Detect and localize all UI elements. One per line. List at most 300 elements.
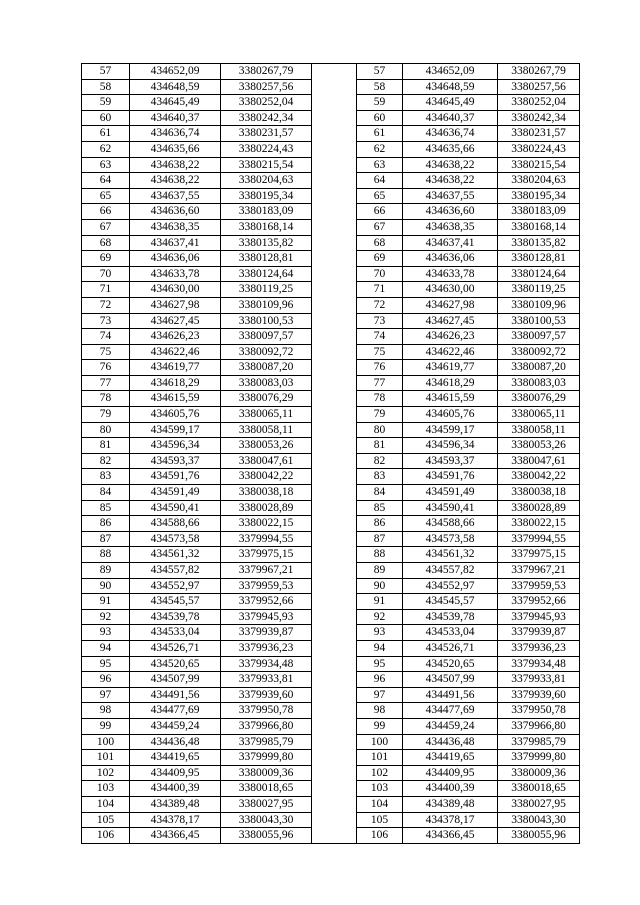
table-row (82, 718, 580, 734)
left-point-number-cell: 72 (82, 297, 130, 313)
right-y-coordinate-cell: 3380119,25 (498, 282, 580, 298)
left-x-coordinate-cell: 434366,45 (130, 828, 221, 844)
right-x-coordinate-cell: 434615,59 (403, 391, 498, 407)
table-row (82, 578, 580, 594)
left-point-number-cell: 82 (82, 453, 130, 469)
table-row (82, 329, 580, 345)
table-row (82, 796, 580, 812)
left-x-coordinate-cell: 434520,65 (130, 656, 221, 672)
left-x-coordinate-cell: 434573,58 (130, 531, 221, 547)
right-x-coordinate-cell: 434636,74 (403, 126, 498, 142)
right-point-number-cell: 97 (357, 687, 403, 703)
left-y-coordinate-cell: 3380009,36 (221, 765, 312, 781)
left-x-coordinate-cell: 434591,49 (130, 485, 221, 501)
right-x-coordinate-cell: 434545,57 (403, 594, 498, 610)
left-y-coordinate-cell: 3379994,55 (221, 531, 312, 547)
left-point-number-cell: 65 (82, 188, 130, 204)
left-y-coordinate-cell: 3379939,60 (221, 687, 312, 703)
left-y-coordinate-cell: 3380018,65 (221, 781, 312, 797)
left-x-coordinate-cell: 434591,76 (130, 469, 221, 485)
column-gap (312, 687, 357, 703)
left-y-coordinate-cell: 3380267,79 (221, 64, 312, 80)
column-gap (312, 609, 357, 625)
column-gap (312, 407, 357, 423)
right-x-coordinate-cell: 434588,66 (403, 516, 498, 532)
table-row (82, 640, 580, 656)
right-x-coordinate-cell: 434491,56 (403, 687, 498, 703)
right-y-coordinate-cell: 3380257,56 (498, 79, 580, 95)
column-gap (312, 438, 357, 454)
left-x-coordinate-cell: 434636,60 (130, 204, 221, 220)
left-point-number-cell: 87 (82, 531, 130, 547)
left-y-coordinate-cell: 3380100,53 (221, 313, 312, 329)
left-x-coordinate-cell: 434477,69 (130, 703, 221, 719)
right-x-coordinate-cell: 434477,69 (403, 703, 498, 719)
right-point-number-cell: 58 (357, 79, 403, 95)
right-point-number-cell: 68 (357, 235, 403, 251)
right-point-number-cell: 62 (357, 141, 403, 157)
right-y-coordinate-cell: 3380252,04 (498, 95, 580, 111)
column-gap (312, 485, 357, 501)
right-point-number-cell: 103 (357, 781, 403, 797)
right-x-coordinate-cell: 434619,77 (403, 360, 498, 376)
right-point-number-cell: 57 (357, 64, 403, 80)
left-y-coordinate-cell: 3380028,89 (221, 500, 312, 516)
left-point-number-cell: 89 (82, 563, 130, 579)
right-x-coordinate-cell: 434605,76 (403, 407, 498, 423)
column-gap (312, 422, 357, 438)
column-gap (312, 79, 357, 95)
table-row (82, 141, 580, 157)
right-x-coordinate-cell: 434627,98 (403, 297, 498, 313)
left-y-coordinate-cell: 3380128,81 (221, 251, 312, 267)
right-y-coordinate-cell: 3379967,21 (498, 563, 580, 579)
right-x-coordinate-cell: 434638,22 (403, 157, 498, 173)
left-y-coordinate-cell: 3379950,78 (221, 703, 312, 719)
left-y-coordinate-cell: 3380242,34 (221, 110, 312, 126)
right-point-number-cell: 95 (357, 656, 403, 672)
right-y-coordinate-cell: 3379945,93 (498, 609, 580, 625)
right-point-number-cell: 100 (357, 734, 403, 750)
left-x-coordinate-cell: 434593,37 (130, 453, 221, 469)
right-y-coordinate-cell: 3380092,72 (498, 344, 580, 360)
column-gap (312, 375, 357, 391)
left-x-coordinate-cell: 434539,78 (130, 609, 221, 625)
right-point-number-cell: 89 (357, 563, 403, 579)
left-point-number-cell: 106 (82, 828, 130, 844)
right-y-coordinate-cell: 3380195,34 (498, 188, 580, 204)
left-y-coordinate-cell: 3380097,57 (221, 329, 312, 345)
table-row (82, 625, 580, 641)
right-y-coordinate-cell: 3380204,63 (498, 173, 580, 189)
column-gap (312, 110, 357, 126)
left-y-coordinate-cell: 3380109,96 (221, 297, 312, 313)
left-point-number-cell: 58 (82, 79, 130, 95)
left-y-coordinate-cell: 3380055,96 (221, 828, 312, 844)
column-gap (312, 391, 357, 407)
right-point-number-cell: 67 (357, 219, 403, 235)
column-gap (312, 563, 357, 579)
right-x-coordinate-cell: 434573,58 (403, 531, 498, 547)
left-point-number-cell: 81 (82, 438, 130, 454)
right-x-coordinate-cell: 434652,09 (403, 64, 498, 80)
right-x-coordinate-cell: 434648,59 (403, 79, 498, 95)
left-x-coordinate-cell: 434633,78 (130, 266, 221, 282)
right-y-coordinate-cell: 3380215,54 (498, 157, 580, 173)
right-x-coordinate-cell: 434436,48 (403, 734, 498, 750)
table-row (82, 204, 580, 220)
right-x-coordinate-cell: 434459,24 (403, 718, 498, 734)
left-x-coordinate-cell: 434637,55 (130, 188, 221, 204)
right-x-coordinate-cell: 434590,41 (403, 500, 498, 516)
column-gap (312, 796, 357, 812)
column-gap (312, 297, 357, 313)
column-gap (312, 469, 357, 485)
table-row (82, 79, 580, 95)
left-y-coordinate-cell: 3380058,11 (221, 422, 312, 438)
right-point-number-cell: 94 (357, 640, 403, 656)
column-gap (312, 329, 357, 345)
left-point-number-cell: 70 (82, 266, 130, 282)
left-point-number-cell: 59 (82, 95, 130, 111)
left-x-coordinate-cell: 434636,74 (130, 126, 221, 142)
left-y-coordinate-cell: 3380083,03 (221, 375, 312, 391)
table-row (82, 251, 580, 267)
right-x-coordinate-cell: 434645,49 (403, 95, 498, 111)
right-x-coordinate-cell: 434638,35 (403, 219, 498, 235)
right-y-coordinate-cell: 3380124,64 (498, 266, 580, 282)
coordinates-table-body (82, 64, 580, 844)
right-point-number-cell: 87 (357, 531, 403, 547)
left-point-number-cell: 96 (82, 672, 130, 688)
table-row (82, 391, 580, 407)
left-point-number-cell: 75 (82, 344, 130, 360)
left-point-number-cell: 95 (82, 656, 130, 672)
right-x-coordinate-cell: 434640,37 (403, 110, 498, 126)
table-row (82, 297, 580, 313)
right-y-coordinate-cell: 3380135,82 (498, 235, 580, 251)
left-point-number-cell: 62 (82, 141, 130, 157)
right-y-coordinate-cell: 3380018,65 (498, 781, 580, 797)
coordinates-table (81, 63, 580, 844)
right-x-coordinate-cell: 434636,60 (403, 204, 498, 220)
left-point-number-cell: 92 (82, 609, 130, 625)
column-gap (312, 625, 357, 641)
column-gap (312, 173, 357, 189)
left-point-number-cell: 64 (82, 173, 130, 189)
right-point-number-cell: 69 (357, 251, 403, 267)
right-x-coordinate-cell: 434626,23 (403, 329, 498, 345)
right-point-number-cell: 72 (357, 297, 403, 313)
left-y-coordinate-cell: 3379966,80 (221, 718, 312, 734)
left-y-coordinate-cell: 3379985,79 (221, 734, 312, 750)
left-x-coordinate-cell: 434648,59 (130, 79, 221, 95)
left-y-coordinate-cell: 3379933,81 (221, 672, 312, 688)
right-x-coordinate-cell: 434591,76 (403, 469, 498, 485)
table-row (82, 750, 580, 766)
left-y-coordinate-cell: 3379945,93 (221, 609, 312, 625)
table-row (82, 781, 580, 797)
left-point-number-cell: 63 (82, 157, 130, 173)
right-y-coordinate-cell: 3380231,57 (498, 126, 580, 142)
right-y-coordinate-cell: 3380022,15 (498, 516, 580, 532)
left-y-coordinate-cell: 3379934,48 (221, 656, 312, 672)
left-y-coordinate-cell: 3380119,25 (221, 282, 312, 298)
left-y-coordinate-cell: 3379999,80 (221, 750, 312, 766)
left-x-coordinate-cell: 434400,39 (130, 781, 221, 797)
right-point-number-cell: 81 (357, 438, 403, 454)
left-x-coordinate-cell: 434622,46 (130, 344, 221, 360)
right-point-number-cell: 79 (357, 407, 403, 423)
right-point-number-cell: 101 (357, 750, 403, 766)
table-row (82, 672, 580, 688)
left-y-coordinate-cell: 3380215,54 (221, 157, 312, 173)
left-y-coordinate-cell: 3380124,64 (221, 266, 312, 282)
left-point-number-cell: 84 (82, 485, 130, 501)
left-point-number-cell: 67 (82, 219, 130, 235)
right-x-coordinate-cell: 434533,04 (403, 625, 498, 641)
left-x-coordinate-cell: 434419,65 (130, 750, 221, 766)
right-point-number-cell: 71 (357, 282, 403, 298)
table-row (82, 360, 580, 376)
right-y-coordinate-cell: 3380009,36 (498, 765, 580, 781)
right-point-number-cell: 80 (357, 422, 403, 438)
right-y-coordinate-cell: 3379959,53 (498, 578, 580, 594)
column-gap (312, 251, 357, 267)
left-x-coordinate-cell: 434599,17 (130, 422, 221, 438)
left-x-coordinate-cell: 434596,34 (130, 438, 221, 454)
right-y-coordinate-cell: 3379933,81 (498, 672, 580, 688)
right-point-number-cell: 90 (357, 578, 403, 594)
left-y-coordinate-cell: 3380231,57 (221, 126, 312, 142)
column-gap (312, 750, 357, 766)
left-x-coordinate-cell: 434561,32 (130, 547, 221, 563)
column-gap (312, 141, 357, 157)
left-point-number-cell: 104 (82, 796, 130, 812)
column-gap (312, 547, 357, 563)
right-y-coordinate-cell: 3379999,80 (498, 750, 580, 766)
left-y-coordinate-cell: 3380027,95 (221, 796, 312, 812)
column-gap (312, 594, 357, 610)
table-row (82, 734, 580, 750)
right-point-number-cell: 74 (357, 329, 403, 345)
right-point-number-cell: 86 (357, 516, 403, 532)
table-row (82, 313, 580, 329)
column-gap (312, 516, 357, 532)
table-row (82, 594, 580, 610)
table-row (82, 453, 580, 469)
right-point-number-cell: 75 (357, 344, 403, 360)
right-x-coordinate-cell: 434552,97 (403, 578, 498, 594)
table-row (82, 157, 580, 173)
right-y-coordinate-cell: 3380087,20 (498, 360, 580, 376)
right-y-coordinate-cell: 3380267,79 (498, 64, 580, 80)
column-gap (312, 718, 357, 734)
right-point-number-cell: 91 (357, 594, 403, 610)
left-point-number-cell: 73 (82, 313, 130, 329)
right-point-number-cell: 96 (357, 672, 403, 688)
table-row (82, 422, 580, 438)
left-y-coordinate-cell: 3379952,66 (221, 594, 312, 610)
column-gap (312, 219, 357, 235)
right-point-number-cell: 76 (357, 360, 403, 376)
left-point-number-cell: 88 (82, 547, 130, 563)
right-point-number-cell: 99 (357, 718, 403, 734)
column-gap (312, 656, 357, 672)
column-gap (312, 344, 357, 360)
left-x-coordinate-cell: 434526,71 (130, 640, 221, 656)
left-point-number-cell: 76 (82, 360, 130, 376)
left-x-coordinate-cell: 434533,04 (130, 625, 221, 641)
right-point-number-cell: 82 (357, 453, 403, 469)
right-y-coordinate-cell: 3380053,26 (498, 438, 580, 454)
left-y-coordinate-cell: 3380043,30 (221, 812, 312, 828)
right-x-coordinate-cell: 434593,37 (403, 453, 498, 469)
right-y-coordinate-cell: 3380027,95 (498, 796, 580, 812)
left-point-number-cell: 68 (82, 235, 130, 251)
table-row (82, 188, 580, 204)
right-x-coordinate-cell: 434591,49 (403, 485, 498, 501)
left-point-number-cell: 94 (82, 640, 130, 656)
column-gap (312, 235, 357, 251)
right-y-coordinate-cell: 3380038,18 (498, 485, 580, 501)
right-point-number-cell: 104 (357, 796, 403, 812)
right-point-number-cell: 65 (357, 188, 403, 204)
right-y-coordinate-cell: 3380065,11 (498, 407, 580, 423)
left-x-coordinate-cell: 434615,59 (130, 391, 221, 407)
table-row (82, 438, 580, 454)
left-point-number-cell: 57 (82, 64, 130, 80)
right-y-coordinate-cell: 3380043,30 (498, 812, 580, 828)
right-x-coordinate-cell: 434539,78 (403, 609, 498, 625)
left-point-number-cell: 105 (82, 812, 130, 828)
column-gap (312, 266, 357, 282)
right-point-number-cell: 78 (357, 391, 403, 407)
column-gap (312, 313, 357, 329)
right-x-coordinate-cell: 434400,39 (403, 781, 498, 797)
right-y-coordinate-cell: 3380128,81 (498, 251, 580, 267)
left-x-coordinate-cell: 434459,24 (130, 718, 221, 734)
right-x-coordinate-cell: 434638,22 (403, 173, 498, 189)
right-point-number-cell: 70 (357, 266, 403, 282)
right-x-coordinate-cell: 434635,66 (403, 141, 498, 157)
left-x-coordinate-cell: 434436,48 (130, 734, 221, 750)
table-row (82, 516, 580, 532)
right-x-coordinate-cell: 434627,45 (403, 313, 498, 329)
table-row (82, 375, 580, 391)
left-y-coordinate-cell: 3379967,21 (221, 563, 312, 579)
table-row (82, 235, 580, 251)
right-y-coordinate-cell: 3380097,57 (498, 329, 580, 345)
right-y-coordinate-cell: 3379939,60 (498, 687, 580, 703)
column-gap (312, 126, 357, 142)
left-x-coordinate-cell: 434638,35 (130, 219, 221, 235)
column-gap (312, 453, 357, 469)
right-y-coordinate-cell: 3380028,89 (498, 500, 580, 516)
left-point-number-cell: 78 (82, 391, 130, 407)
left-x-coordinate-cell: 434645,49 (130, 95, 221, 111)
right-point-number-cell: 85 (357, 500, 403, 516)
table-row (82, 828, 580, 844)
table-row (82, 110, 580, 126)
left-point-number-cell: 100 (82, 734, 130, 750)
right-y-coordinate-cell: 3380047,61 (498, 453, 580, 469)
left-x-coordinate-cell: 434636,06 (130, 251, 221, 267)
left-point-number-cell: 71 (82, 282, 130, 298)
column-gap (312, 500, 357, 516)
right-x-coordinate-cell: 434507,99 (403, 672, 498, 688)
right-point-number-cell: 102 (357, 765, 403, 781)
column-gap (312, 765, 357, 781)
left-point-number-cell: 83 (82, 469, 130, 485)
right-y-coordinate-cell: 3379975,15 (498, 547, 580, 563)
table-row (82, 219, 580, 235)
column-gap (312, 531, 357, 547)
left-point-number-cell: 74 (82, 329, 130, 345)
left-x-coordinate-cell: 434638,22 (130, 173, 221, 189)
right-point-number-cell: 64 (357, 173, 403, 189)
table-row (82, 282, 580, 298)
left-y-coordinate-cell: 3379936,23 (221, 640, 312, 656)
left-point-number-cell: 98 (82, 703, 130, 719)
right-x-coordinate-cell: 434630,00 (403, 282, 498, 298)
right-y-coordinate-cell: 3379936,23 (498, 640, 580, 656)
left-x-coordinate-cell: 434545,57 (130, 594, 221, 610)
table-row (82, 173, 580, 189)
column-gap (312, 204, 357, 220)
column-gap (312, 188, 357, 204)
right-x-coordinate-cell: 434637,41 (403, 235, 498, 251)
table-row (82, 687, 580, 703)
right-y-coordinate-cell: 3380168,14 (498, 219, 580, 235)
right-x-coordinate-cell: 434366,45 (403, 828, 498, 844)
column-gap (312, 812, 357, 828)
right-y-coordinate-cell: 3380109,96 (498, 297, 580, 313)
right-x-coordinate-cell: 434526,71 (403, 640, 498, 656)
left-y-coordinate-cell: 3380204,63 (221, 173, 312, 189)
right-point-number-cell: 88 (357, 547, 403, 563)
left-y-coordinate-cell: 3380087,20 (221, 360, 312, 376)
right-y-coordinate-cell: 3379994,55 (498, 531, 580, 547)
right-point-number-cell: 105 (357, 812, 403, 828)
right-y-coordinate-cell: 3379966,80 (498, 718, 580, 734)
right-x-coordinate-cell: 434618,29 (403, 375, 498, 391)
right-y-coordinate-cell: 3379950,78 (498, 703, 580, 719)
table-row (82, 547, 580, 563)
left-y-coordinate-cell: 3380053,26 (221, 438, 312, 454)
table-row (82, 485, 580, 501)
left-x-coordinate-cell: 434635,66 (130, 141, 221, 157)
right-x-coordinate-cell: 434633,78 (403, 266, 498, 282)
table-row (82, 563, 580, 579)
left-point-number-cell: 60 (82, 110, 130, 126)
right-point-number-cell: 66 (357, 204, 403, 220)
right-point-number-cell: 98 (357, 703, 403, 719)
right-x-coordinate-cell: 434637,55 (403, 188, 498, 204)
left-x-coordinate-cell: 434638,22 (130, 157, 221, 173)
left-x-coordinate-cell: 434588,66 (130, 516, 221, 532)
column-gap (312, 781, 357, 797)
right-point-number-cell: 93 (357, 625, 403, 641)
left-x-coordinate-cell: 434640,37 (130, 110, 221, 126)
right-y-coordinate-cell: 3379985,79 (498, 734, 580, 750)
left-y-coordinate-cell: 3380042,22 (221, 469, 312, 485)
left-y-coordinate-cell: 3379975,15 (221, 547, 312, 563)
left-x-coordinate-cell: 434618,29 (130, 375, 221, 391)
left-x-coordinate-cell: 434630,00 (130, 282, 221, 298)
table-row (82, 126, 580, 142)
left-y-coordinate-cell: 3380224,43 (221, 141, 312, 157)
